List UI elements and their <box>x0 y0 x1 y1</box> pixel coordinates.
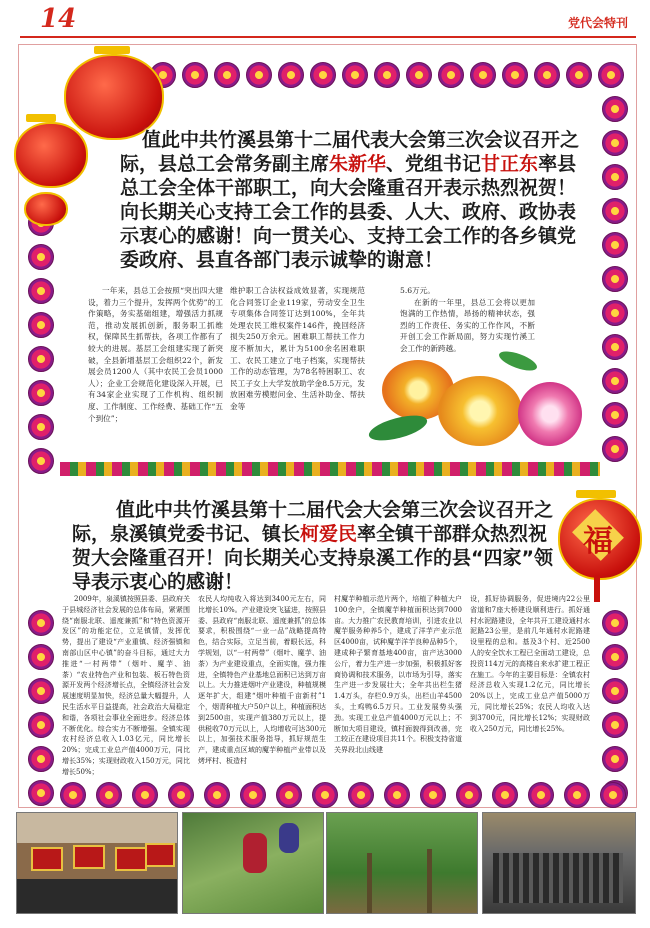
headline-text: 、党组书记 <box>386 153 482 175</box>
flower-ornament <box>528 782 554 808</box>
flower-ornament <box>276 782 302 808</box>
headline-text: 率全镇干部群众热烈祝贺大会隆重召开！向长期关心支持泉溪工作的县“四家”领导表示衷心的感谢！ <box>72 523 553 593</box>
article-union-col3-cont: 5.6万元。 <box>400 286 435 295</box>
fu-character: 福 <box>583 524 613 559</box>
tree-trunk <box>427 849 432 913</box>
article-union-col2: 维护职工合法权益成效显著，实现规范化合同签订企业119家，劳动安全卫生专项集体合同签订达到100%，全年共处理农民工维权案件146件，挽回经济损失250万余元。困难职工帮扶工作力度不断加大，累计为5100余名困难职工、农民工建立了电子档案，实现帮扶工作的动态管理，为78名特困职工、农民工子女上大学发放助学金8.5万元，发放困难劳模慰问金、生活补助金、帮扶金等 <box>230 286 365 411</box>
workers-photo <box>182 812 324 914</box>
flower-ornament <box>28 244 54 270</box>
article-quanxi-col4: 设，抓好协调服务，促进境内22公里省道和7座大桥建设顺利进行。抓好通村水泥路建设，全年共开工建设通村水泥路23公里，是前几年通村水泥路建设里程的总和。基及3个村、近2500人的安全饮水工程已全面动工建设，总投资114万元的高楼自来水扩建工程正在施工。今年的主要目标是：全镇农村经济总收入实现1.2亿元，同比增长20%以上，完成工业总产值5000万元，同比增长25%；农民人均收入达到3700元，同比增长12%；实现财政收入250万元，同比增长25%。 <box>470 595 590 733</box>
flower-ornament <box>602 266 628 292</box>
page-number: 14 <box>40 4 77 34</box>
factory-photo <box>482 812 636 914</box>
flower-ornament <box>566 62 592 88</box>
award-plaque <box>73 845 105 869</box>
flower-ornament <box>60 782 86 808</box>
lantern-small <box>24 192 68 226</box>
article-union-col3-close: 在新的一年里，县总工会将以更加饱满的工作热情，昂扬的精神状态，强烈的工作责任、务实的工作作风，不断开创工会工作新局面，努力实现竹溪工会工作的新跨越。 <box>400 297 535 353</box>
stone-slabs <box>493 853 623 903</box>
person-name: 朱新华 <box>329 153 387 175</box>
article-quanxi-col3: 村魔芋种植示范片两个，培植了种植大户100余户，全镇魔芋种植面积达到7000亩。大力推广农民教育培训，引进农业以魔芋服务种养5个，建成了洋芋产业示范区4000亩，试种魔芋洋芋良种品种5个，建成种子繁育基地400亩，亩产达3000公斤，着力生产进一步加强，积极抓好客商协调和技术服务，以市场为引导，落实生产进一步发展壮大；全年共出栏生猪1.4万头，存栏0.9万头，出栏山羊4500头，土鸡鸭6.5万只。工业发展势头强劲。实现工业总产值4000万元以上；不断加大项目建设，镇村面貌得到改善，完工较正在建设项目共11个。积极支持省道关界段北山线建 <box>334 595 462 755</box>
person-name: 柯爱民 <box>300 523 358 545</box>
flower-ornament <box>348 782 374 808</box>
article-union-col1: 一年来，县总工会按照“突出四大建设，着力三个提升，发挥两个优势”的工作策略，务实基础组建，增强活力抓规范，推动发展抓创新，服务职工抓维权，保障民生抓帮扶，各项工作都有了较大的进展。基层工会组建实现了新突破，全县新增基层工会组织22个，新发展会员1200人（其中农民工会员1000人）；企业工会规范化建设深入开展，已有34家企业实现了工作机构、组织制度、工作制度、工作经费、基础工作“五个到位”； <box>88 286 223 423</box>
flower-ornament <box>470 62 496 88</box>
flower-ornament <box>598 62 624 88</box>
person-name: 甘正东 <box>481 153 539 175</box>
flower-ornament <box>602 678 628 704</box>
flower-ornament <box>312 782 338 808</box>
header-rule <box>20 36 636 38</box>
flower-ornament <box>602 402 628 428</box>
person-figure <box>243 833 267 873</box>
flower-ornament <box>310 62 336 88</box>
flower-ornament <box>602 198 628 224</box>
flower-ornament <box>132 782 158 808</box>
peony-flower <box>438 376 522 446</box>
flower-ornament <box>602 712 628 738</box>
flower-ornament <box>278 62 304 88</box>
person-figure <box>279 823 299 853</box>
orchard-photo <box>326 812 478 914</box>
lantern-group-right <box>552 478 642 608</box>
lantern-medium <box>14 122 88 188</box>
flower-ornament <box>438 62 464 88</box>
flower-ornament <box>28 414 54 440</box>
flower-ornament <box>384 782 410 808</box>
award-photo <box>16 812 178 914</box>
lantern-cap <box>576 490 616 498</box>
flower-ornament <box>240 782 266 808</box>
flower-ornament <box>602 232 628 258</box>
flower-ornament <box>602 746 628 772</box>
flower-ornament <box>602 644 628 670</box>
flower-ornament <box>374 62 400 88</box>
lantern-tassel <box>594 576 600 602</box>
flower-ornament <box>28 610 54 636</box>
flower-ornament <box>246 62 272 88</box>
leaf <box>366 411 429 446</box>
article-union-col3 <box>400 285 535 355</box>
flower-ornament <box>602 300 628 326</box>
lantern-cap <box>94 46 130 54</box>
flower-ornament <box>214 62 240 88</box>
flower-ornament <box>602 610 628 636</box>
flower-ornament <box>204 782 230 808</box>
flower-ornament <box>502 62 528 88</box>
flower-ornament <box>602 96 628 122</box>
flower-ornament <box>602 436 628 462</box>
flower-ornament <box>600 782 626 808</box>
flower-ornament <box>28 380 54 406</box>
article-quanxi-col1: 2009年，泉溪镇按照县委、县政府关于县城经济社会发展的总体布局，紧紧围绕“南服北联、遥度兼抓”和“特色资源开发区”的功能定位，立足镇情，发挥优势，提出了建设“产业重镇、经济强镇和南部山区中心镇”的奋斗目标，通过大力推进“一村两带”（烟叶、魔芋、油茶）“农业特色产业和包装、板石特色资源开发两个经济增长点，全镇经济社会发展速度明显加快，经济总量大幅提升，人民生活水平日益提高，社会政治大局稳定和谐，各项社会事业全面进步。经济总体不断优化。综合实力不断增强。全镇实现农村经济总收入1.03亿元，同比增长20%；完成工业总产值4000万元，同比增长35%；实现财政收入150万元，同比增长50%； <box>62 595 190 776</box>
headline-text: 值此中共竹溪县第十二届代会大会第三次会议召开之际，泉溪镇党委书记、镇长 <box>72 499 554 545</box>
floral-divider <box>60 462 600 476</box>
headline-text: 率县总工会全体干部职工，向大会隆重召开表示热烈祝贺！向长期关心支持工会工作的县委、人大、政府、政协表示衷心的感谢！向一贯关心、支持工会工作的各乡镇党委政府、县直各部门表示诚挚的谢意！ <box>120 153 577 271</box>
peony-flower <box>518 382 582 446</box>
flower-ornament <box>168 782 194 808</box>
flower-ornament <box>342 62 368 88</box>
flower-ornament <box>28 448 54 474</box>
flower-ornament <box>96 782 122 808</box>
flower-ornament <box>602 334 628 360</box>
headline-text: 值此中共竹溪县第十二届代表大会第三次会议召开之际，县总工会常务副主席 <box>120 129 580 175</box>
flower-ornament <box>534 62 560 88</box>
article-quanxi-col2: 农民人均纯收入将达到3400元左右，同比增长10%。产业建设突飞猛进，按照县委、县政府“南服北联、遥度兼抓”的总体要求，积极围绕“一业一品”战略提高特色，结合实际，立足当前，着眼长远，科学规划，以“一村两带”（烟叶、魔芋、油茶）为产业建设重点，全面实施，强力推进，全镇特色产业基地总面积已达到万亩以上。大力推进烟叶产业建设，种植规模逐年扩大，组建“烟叶种植千亩新村”1个，烟青种植大户50户以上，种植面积达到2500亩，实现产值380万元以上，提供税收70万元以上，人均增收可达300元以上，加强技术服务指导，抓好规范生产，建成重点区域的魔芋种植产业带以及烤坪村、板造村 <box>198 595 326 765</box>
people-silhouettes <box>17 879 177 913</box>
award-plaque <box>115 847 147 871</box>
flower-ornament <box>420 782 446 808</box>
flower-ornament <box>28 780 54 806</box>
flower-ornament <box>28 644 54 670</box>
lantern-cap <box>26 114 56 122</box>
tree-trunk <box>367 853 372 913</box>
flower-ornament <box>602 164 628 190</box>
running-title: 党代会特刊 <box>567 16 628 30</box>
flower-ornament <box>28 278 54 304</box>
flower-ornament <box>28 746 54 772</box>
award-plaque <box>145 843 175 867</box>
flower-ornament <box>28 712 54 738</box>
flower-ornament <box>456 782 482 808</box>
flower-ornament <box>492 782 518 808</box>
flower-ornament <box>602 368 628 394</box>
flower-ornament <box>564 782 590 808</box>
flower-ornament <box>182 62 208 88</box>
leaf <box>497 348 539 375</box>
flower-ornament <box>28 312 54 338</box>
headline-union <box>120 128 580 272</box>
award-plaque <box>31 847 63 871</box>
flower-ornament <box>28 346 54 372</box>
flower-ornament <box>28 678 54 704</box>
peony-decoration <box>368 352 588 460</box>
flower-ornament <box>602 130 628 156</box>
flower-ornament <box>406 62 432 88</box>
headline-quanxi <box>72 498 562 594</box>
